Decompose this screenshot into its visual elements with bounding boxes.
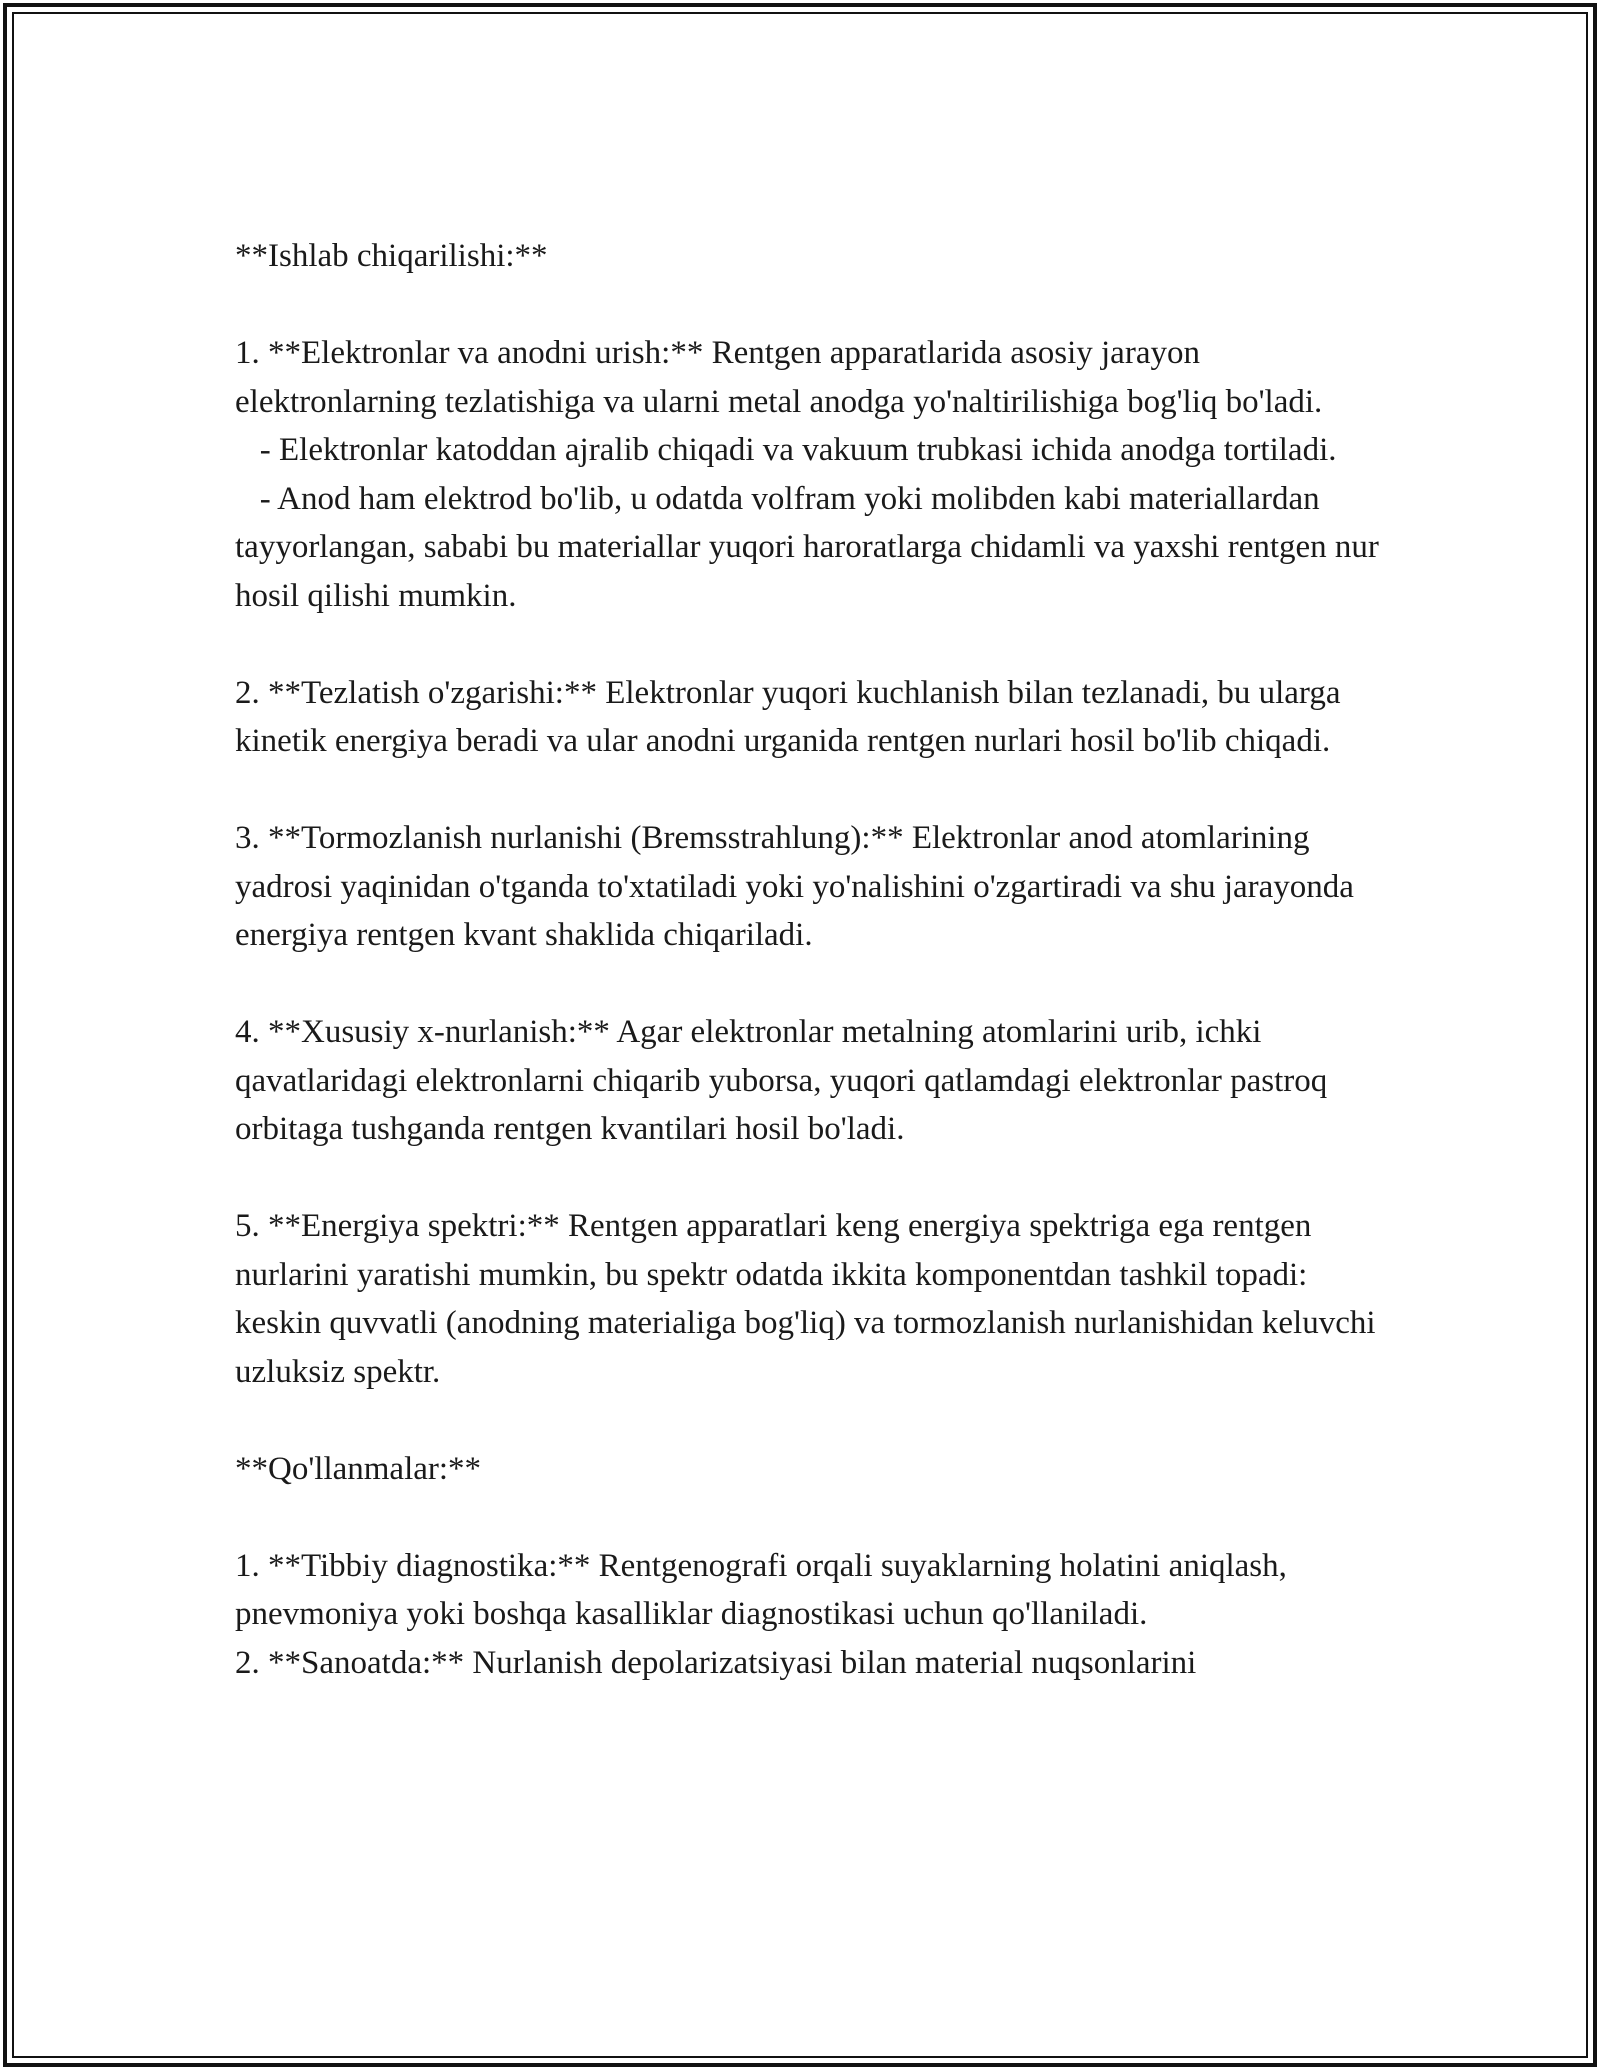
paragraph-gap — [235, 620, 1385, 669]
list-item-3: 3. **Tormozlanish nurlanishi (Bremsstrahlung):** Elektronlar anod atomlarining yadrosi yaqinidan o'tganda to'xtatiladi yoki yo'nalishini o'zgartiradi va shu jarayonda energiya rentgen kvant shaklida chiqariladi. — [235, 820, 1354, 953]
section-heading-applications: **Qo'llanmalar:** — [235, 1450, 482, 1487]
application-item-2: 2. **Sanoatda:** Nurlanish depolarizatsiyasi bilan material nuqsonlarini — [235, 1644, 1197, 1681]
list-item-2: 2. **Tezlatish o'zgarishi:** Elektronlar yuqori kuchlanish bilan tezlanadi, bu ularga kinetik energiya beradi va ular anodni urganida rentgen nurlari hosil bo'lib chiqadi. — [235, 674, 1341, 759]
list-subitem-1-1: - Elektronlar katoddan ajralib chiqadi va vakuum trubkasi ichida anodga tortiladi. — [235, 432, 1337, 468]
paragraph-gap — [235, 281, 1385, 330]
list-subitem-1-2: - Anod ham elektrod bo'lib, u odatda volfram yoki molibden kabi materiallardan tayyorlangan, sababi bu materiallar yuqori haroratlarga chidamli va yaxshi rentgen nur hosil qilishi mumkin. — [235, 480, 1388, 614]
list-item-4: 4. **Xususiy x-nurlanish:** Agar elektronlar metalning atomlarini urib, ichki qavatlaridagi elektronlarni chiqarib yuborsa, yuqori qatlamdagi elektronlar pastroq orbitaga tushganda rentgen kvantilari hosil bo'ladi. — [235, 1014, 1328, 1147]
paragraph-gap — [235, 766, 1385, 815]
paragraph-gap — [235, 1396, 1385, 1445]
section-heading-production: **Ishlab chiqarilishi:** — [235, 238, 548, 274]
paragraph-gap — [235, 960, 1385, 1009]
list-item-1: 1. **Elektronlar va anodni urish:** Rentgen apparatlarida asosiy jarayon elektronlarning tezlatishiga va ularni metal anodga yo'naltirilishiga bog'liq bo'ladi. — [235, 335, 1323, 420]
list-item-5: 5. **Energiya spektri:** Rentgen apparatlari keng energiya spektriga ega rentgen nurlarini yaratishi mumkin, bu spektr odatda ikkita komponentdan tashkil topadi: keskin quvvatli (anodning materialiga bog'liq) va tormozlanish nurlanishidan keluvchi uzluksiz spektr. — [235, 1208, 1376, 1390]
application-item-1: 1. **Tibbiy diagnostika:** Rentgenografi orqali suyaklarning holatini aniqlash, pnevmoniya yoki boshqa kasalliklar diagnostikasi uchun qo'llaniladi. — [235, 1547, 1287, 1632]
paragraph-gap — [235, 1154, 1385, 1203]
document-body — [235, 232, 1388, 1687]
paragraph-gap — [235, 1493, 1385, 1542]
